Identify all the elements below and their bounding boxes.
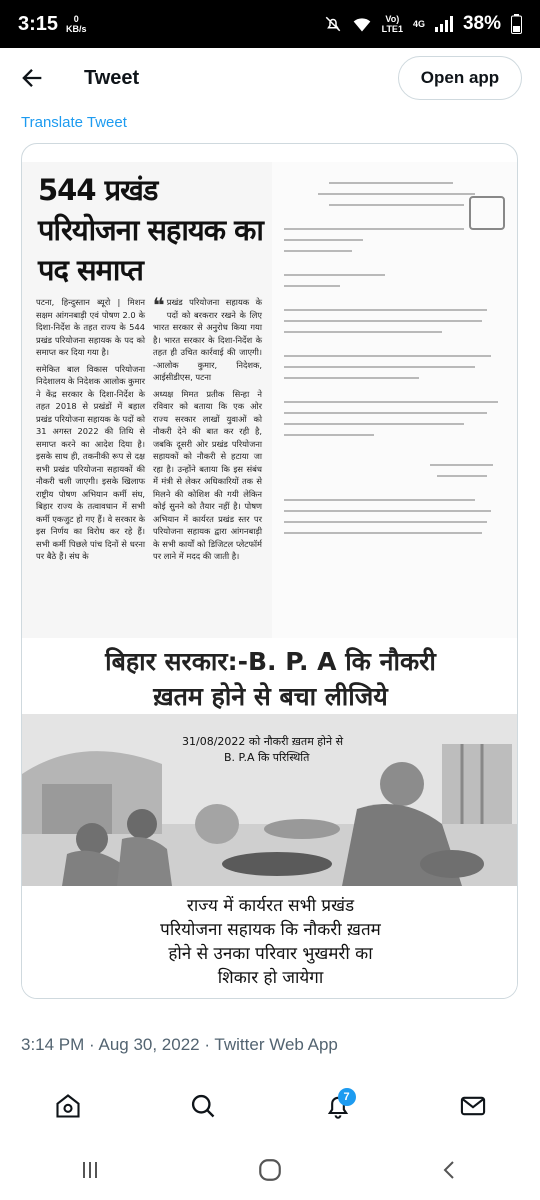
bottom-tab-bar: [0, 1080, 540, 1132]
tab-notifications[interactable]: [318, 1086, 358, 1126]
battery-icon: [511, 14, 522, 34]
official-letter-image: [272, 162, 518, 638]
network-speed-value: 0: [73, 14, 79, 24]
status-bar: [0, 0, 540, 48]
letter-text-lines: [284, 182, 509, 543]
battery-level: 38%: [462, 13, 501, 34]
system-nav-bar: [0, 1140, 540, 1200]
signal-icon: [435, 16, 453, 32]
home-icon: [54, 1092, 82, 1120]
page-title: Tweet: [84, 66, 140, 89]
clipping-paragraph: समेकित बाल विकास परियोजना निदेशालय के निदेशक आलोक कुमार ने केंद्र सरकार के दिशा-निर्देश के तहत 2018 से प्रखंडों में बहाल प्रखंड परियोजना सहायक के पदों को 31 अगस्त 2022 की तिथि से समाप्त करने का आदेश दिया है। इसके साथ ही, तकनीकी रूप से दक्ष सभी प्रखंड परियोजना सहायकों की नौकरी चली जाएगी। इसके खिलाफ राष्ट्रीय पोषण अभियान कर्मी संघ, बिहार राज्य के तत्वावधान में सभी कर्मी एकजुट हो गए हैं। वे सरकार के इस निर्णय का विरोध कर रहे हैं। सभी कर्मी पिछले पांच दिनों से धरना पर बैठे हैं। संघ के: [36, 363, 145, 561]
open-app-button[interactable]: Open app: [398, 56, 522, 100]
translate-tweet-link[interactable]: Translate Tweet: [21, 114, 127, 131]
clipping-paragraph: अध्यक्ष मिमत प्रतीक सिन्हा ने रविवार को बताया कि एक ओर राज्य सरकार लाखों युवाओं को नौकरी देने की बात कर रही है, जबकि दूसरी ओर प्रखंड परियोजना सहायकों को नौकरी से हटाया जा रहा है। उन्होंने बताया कि इस संबंध में मंत्री से लेकर अधिकारियों तक से मिलने की कोशिश की गयी लेकिन कोई सुनने को तैयार नहीं है। पोषण अभियान में कार्यरत प्रखंड स्तर पर परियोजना सहायक द्वारा आंगनबाड़ी के सभी कार्यों को डिजिटल प्लेटफॉर्म पर लाने में मदद की जाती है।: [153, 388, 262, 561]
wifi-icon: [352, 15, 372, 33]
clipping-column-right: [153, 293, 262, 567]
family-illustration: [22, 714, 518, 886]
lte-label: LTE1: [381, 24, 403, 34]
search-icon: [189, 1092, 217, 1120]
back-nav-icon[interactable]: [438, 1158, 462, 1182]
back-arrow-icon[interactable]: [18, 64, 46, 92]
recent-apps-icon[interactable]: [78, 1158, 102, 1182]
appeal-line: परियोजना सहायक कि नौकरी ख़तम: [160, 920, 381, 940]
clipping-headline: 544 प्रखंड परियोजना सहायक का पद समाप्त: [38, 173, 263, 287]
network-gen: 4G: [412, 19, 425, 29]
volte-label: Vo): [385, 14, 400, 24]
appeal-text: [22, 886, 518, 999]
appeal-banner: [22, 644, 518, 714]
tab-search[interactable]: [183, 1086, 223, 1126]
clipping-quote: प्रखंड परियोजना सहायक के पदों को बरकरार रखने के लिए भारत सरकार से अनुरोध किया गया है। भारत सरकार के दिशा-निर्देश के तहत ही उचित कार्रवाई की जाएगी। -आलोक कुमार, निदेशक, आईसीडीएस, पटना: [153, 297, 262, 382]
network-speed: [66, 14, 87, 34]
status-icons: [324, 13, 522, 35]
newspaper-clipping: [22, 162, 272, 638]
tab-messages[interactable]: [453, 1086, 493, 1126]
clipping-column-left: [36, 296, 145, 567]
appeal-line: शिकार हो जायेगा: [217, 968, 324, 988]
caption-line: B. P.A कि परिस्थिति: [224, 751, 310, 764]
clipping-columns: [22, 290, 272, 567]
notifications-badge: 7: [338, 1088, 356, 1106]
banner-line: बिहार सरकार:-B. P. A कि नौकरी: [105, 647, 436, 676]
home-nav-icon[interactable]: [257, 1157, 283, 1183]
quote-icon: ❝: [153, 293, 165, 317]
status-time: 3:15: [18, 12, 59, 35]
banner-line: ख़तम होने से बचा लीजिये: [153, 682, 388, 711]
tweet-media[interactable]: [21, 143, 518, 999]
caption-line: 31/08/2022 को नौकरी ख़तम होने से: [182, 735, 344, 748]
tab-home[interactable]: [48, 1086, 88, 1126]
mail-icon: [459, 1092, 487, 1120]
tweet-header: [0, 48, 540, 108]
clipping-paragraph: पटना, हिन्दुस्तान ब्यूरो | मिशन सक्षम आंगनबाड़ी एवं पोषण 2.0 के दिशा-निर्देश के तहत राज्य के 544 प्रखंड परियोजना सहायक के पद को समाप्त कर दिया गया है।: [36, 297, 145, 357]
tweet-timestamp[interactable]: 3:14 PM · Aug 30, 2022 · Twitter Web App: [21, 1035, 338, 1054]
volte-indicator: [382, 14, 403, 34]
illustration-caption: [182, 734, 343, 766]
network-speed-unit: KB/s: [66, 24, 87, 34]
appeal-line: होने से उनका परिवार भुखमरी का: [168, 944, 373, 964]
mute-icon: [324, 15, 342, 33]
appeal-line: राज्य में कार्यरत सभी प्रखंड: [186, 896, 355, 916]
